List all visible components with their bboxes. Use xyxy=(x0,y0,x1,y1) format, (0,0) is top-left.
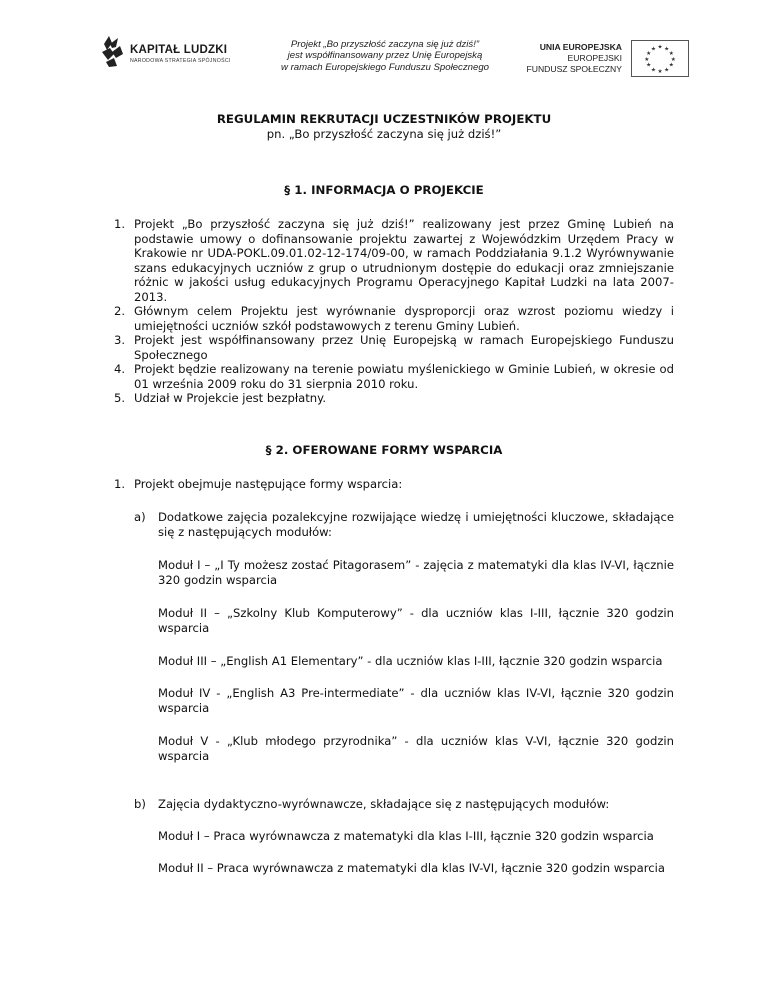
svg-text:★: ★ xyxy=(646,62,652,69)
header-line-3: w ramach Europejskiego Funduszu Społecznego xyxy=(281,61,489,73)
header-line-1: Projekt „Bo przyszłość zaczyna się już dziś!” xyxy=(290,39,480,50)
item-number: 4. xyxy=(114,362,126,376)
item-number: 5. xyxy=(114,391,126,405)
item-number: 3. xyxy=(114,333,126,347)
svg-text:★: ★ xyxy=(664,46,670,53)
kapital-ludzki-logo xyxy=(100,34,260,80)
section-1-list xyxy=(114,217,674,406)
svg-text:★: ★ xyxy=(668,51,674,58)
subitem-label: b) xyxy=(134,797,146,811)
module-item: Moduł V - „Klub młodego przyrodnika” - dla uczniów klas V-VI, łącznie 320 godzin wsparcia xyxy=(158,734,674,763)
subitem-b xyxy=(134,797,674,812)
document-subtitle: pn. „Bo przyszłość zaczyna się już dziś!” xyxy=(266,127,502,141)
item-number: 1. xyxy=(114,217,126,231)
section-2-list xyxy=(114,477,674,492)
item-text: Projekt jest współfinansowany przez Unię Europejską w ramach Europejskiego Funduszu Społecznego xyxy=(134,333,674,362)
svg-text:★: ★ xyxy=(657,44,663,51)
document-title: REGULAMIN REKRUTACJI UCZESTNIKÓW PROJEKTU xyxy=(216,112,552,126)
page-header xyxy=(0,30,768,90)
list-item xyxy=(114,391,674,406)
svg-text:★: ★ xyxy=(668,62,674,69)
module-item: Moduł II – Praca wyrównawcza z matematyki dla klas IV-VI, łącznie 320 godzin wsparcia xyxy=(158,861,665,875)
list-item xyxy=(114,304,674,333)
project-header-text xyxy=(260,39,510,73)
item-text: Projekt będzie realizowany na terenie powiatu myślenickiego w Gminie Lubień, w okresie od 01 września 2009 roku do 31 sierpnia 2010 roku. xyxy=(134,362,674,391)
kapital-ludzki-subtitle: NARODOWA STRATEGIA SPÓJNOŚCI xyxy=(130,58,231,64)
list-item xyxy=(114,217,674,304)
subitem-text: Dodatkowe zajęcia pozalekcyjne rozwijające wiedzę i umiejętności kluczowe, składające się z następujących modułów: xyxy=(158,510,674,539)
subitem-a xyxy=(134,510,674,539)
section-1-heading: § 1. INFORMACJA O PROJEKCIE xyxy=(284,183,484,197)
item-text: Projekt „Bo przyszłość zaczyna się już dziś!” realizowany jest przez Gminę Lubień na podstawie umowy o dofinansowanie projektu zawartej z Wojewódzkim Urzędem Pracy w Krakowie nr UDA-POKL.09.01.02-12-174/09-00, w ramach Poddziałania 9.1.2 Wyrównywanie szans edukacyjnych uczniów z grup o utrudnionym dostępie do edukacji oraz zmniejszanie różnic w jakości usług edukacyjnych Programu Operacyjnego Kapitał Ludzki na lata 2007-2013. xyxy=(134,217,674,304)
module-item: Moduł I – „I Ty możesz zostać Pitagorasem” - zajęcia z matematyki dla klas IV-VI, łącznie 320 godzin wsparcia xyxy=(158,558,674,587)
section-2-heading: § 2. OFEROWANE FORMY WSPARCIA xyxy=(265,443,503,457)
item-number: 2. xyxy=(114,304,126,318)
module-item: Moduł I – Praca wyrównawcza z matematyki dla klas I-III, łącznie 320 godzin wsparcia xyxy=(158,829,654,843)
kapital-ludzki-title: KAPITAŁ LUDZKI xyxy=(130,44,228,56)
subitem-label: a) xyxy=(134,510,146,524)
svg-text:★: ★ xyxy=(646,51,652,58)
eu-line-1: UNIA EUROPEJSKA xyxy=(539,42,622,52)
item-number: 1. xyxy=(114,477,126,491)
eu-line-2: EUROPEJSKI xyxy=(567,53,622,63)
item-text: Projekt obejmuje następujące formy wsparcia: xyxy=(134,477,403,491)
kapital-ludzki-emblem-icon xyxy=(100,34,126,68)
svg-text:★: ★ xyxy=(650,67,656,74)
svg-text:★: ★ xyxy=(644,56,650,63)
list-item xyxy=(114,477,674,492)
module-item: Moduł II – „Szkolny Klub Komputerowy” - dla uczniów klas I-III, łącznie 320 godzin wsparcia xyxy=(158,606,674,635)
list-item xyxy=(114,333,674,362)
eu-line-3: FUNDUSZ SPOŁECZNY xyxy=(526,64,622,74)
subitem-text: Zajęcia dydaktyczno-wyrównawcze, składające się z następujących modułów: xyxy=(158,797,610,811)
eu-flag-icon xyxy=(631,40,689,77)
list-item xyxy=(114,362,674,391)
module-item: Moduł IV - „English A3 Pre-intermediate” - dla uczniów klas IV-VI, łącznie 320 godzin wsparcia xyxy=(158,686,674,715)
svg-text:★: ★ xyxy=(670,56,676,63)
svg-text:★: ★ xyxy=(650,46,656,53)
item-text: Udział w Projekcie jest bezpłatny. xyxy=(134,391,327,405)
eu-label xyxy=(520,42,622,75)
svg-text:★: ★ xyxy=(664,67,670,74)
header-line-2: jest współfinansowany przez Unię Europejską xyxy=(287,50,483,62)
svg-text:★: ★ xyxy=(657,69,663,76)
item-text: Głównym celem Projektu jest wyrównanie dysproporcji oraz wzrost poziomu wiedzy i umiejętności uczniów szkół podstawowych z terenu Gminy Lubień. xyxy=(134,304,674,333)
module-item: Moduł III – „English A1 Elementary” - dla uczniów klas I-III, łącznie 320 godzin wsparcia xyxy=(158,654,663,668)
